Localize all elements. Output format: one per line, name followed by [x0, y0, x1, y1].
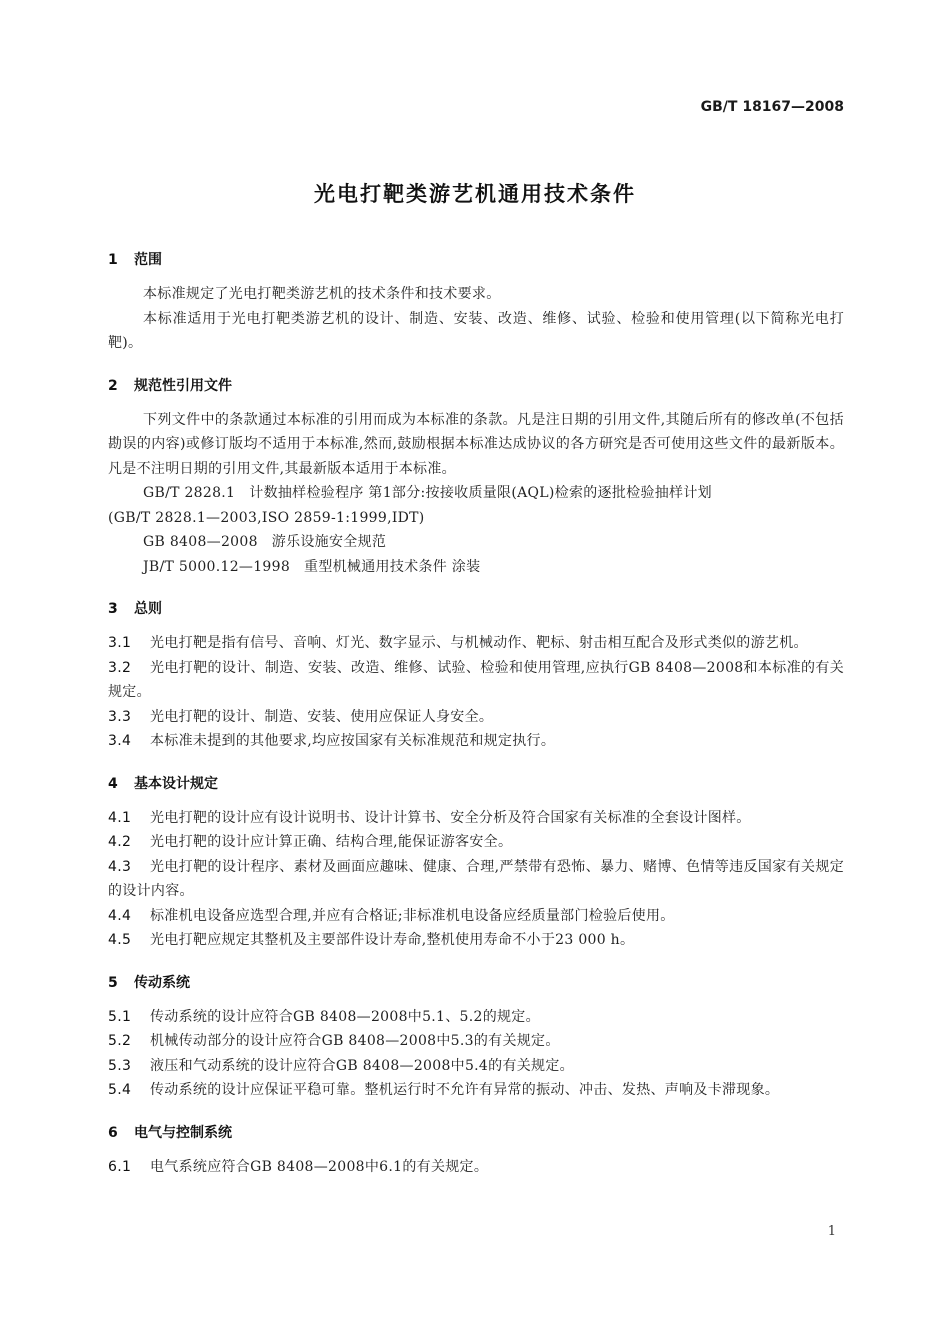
clause	[108, 928, 844, 953]
clause-text: 光电打靶的设计程序、素材及画面应趣味、健康、合理,严禁带有恐怖、暴力、赌博、色情等违反国家有关规定的设计内容。	[108, 858, 844, 899]
clause-text: 光电打靶应规定其整机及主要部件设计寿命,整机使用寿命不小于23 000 h。	[150, 932, 635, 948]
clause-number: 5.4	[108, 1082, 132, 1098]
clause-number: 5.1	[108, 1008, 132, 1025]
document-title: 光电打靶类游艺机通用技术条件	[314, 182, 636, 206]
clause	[108, 1078, 844, 1103]
clause	[108, 729, 844, 754]
clause	[108, 904, 844, 929]
section-heading-general	[108, 597, 844, 621]
clause-number: 4.1	[108, 809, 132, 826]
section-number: 5	[108, 974, 118, 991]
clause-text: 标准机电设备应选型合理,并应有合格证;非标准机电设备应经质量部门检验后使用。	[150, 907, 675, 924]
section-heading-electrical-control	[108, 1121, 844, 1145]
clause-number: 4.3	[108, 858, 132, 875]
clause-number: 5.2	[108, 1033, 132, 1049]
clause-text: 机械传动部分的设计应符合GB 8408—2008中5.3的有关规定。	[150, 1033, 560, 1049]
clause	[108, 1029, 844, 1054]
section-title: 总则	[134, 601, 162, 617]
section-title: 基本设计规定	[134, 775, 218, 792]
section-heading-scope	[108, 248, 844, 272]
reference-title: 重型机械通用技术条件 涂装	[304, 558, 481, 575]
section-heading-normative-references	[108, 374, 844, 398]
clause-number: 3.4	[108, 733, 132, 749]
clause-number: 6.1	[108, 1158, 132, 1175]
clause	[108, 855, 844, 904]
section-heading-transmission	[108, 971, 844, 995]
section-title: 传动系统	[134, 974, 190, 991]
reference-title: 计数抽样检验程序 第1部分:按接收质量限(AQL)检索的逐批检验抽样计划	[249, 485, 712, 501]
paragraph: 下列文件中的条款通过本标准的引用而成为本标准的条款。凡是注日期的引用文件,其随后所有的修改单(不包括勘误的内容)或修订版均不适用于本标准,然而,鼓励根据本标准达成协议的各方研究是否可使用这些文件的最新版本。凡是不注明日期的引用文件,其最新版本适用于本标准。	[108, 411, 844, 477]
clause-number: 4.4	[108, 907, 132, 924]
reference-item	[108, 481, 844, 506]
clause-text: 传动系统的设计应保证平稳可靠。整机运行时不允许有异常的振动、冲击、发热、声响及卡滞现象。	[150, 1082, 780, 1098]
clause-text: 本标准未提到的其他要求,均应按国家有关标准规范和规定执行。	[150, 733, 556, 749]
clause-number: 4.2	[108, 834, 132, 850]
section-number: 4	[108, 775, 118, 792]
page-number: 1	[827, 1224, 836, 1239]
clause	[108, 1054, 844, 1079]
clause	[108, 1155, 844, 1180]
clause-text: 光电打靶的设计应计算正确、结构合理,能保证游客安全。	[150, 834, 513, 850]
document-body	[108, 248, 844, 1179]
reference-code: JB/T 5000.12—1998	[143, 558, 291, 575]
section-title: 范围	[134, 252, 162, 268]
section-heading-basic-design	[108, 772, 844, 796]
reference-continuation: (GB/T 2828.1—2003,ISO 2859-1:1999,IDT)	[108, 509, 425, 526]
clause-text: 光电打靶的设计应有设计说明书、设计计算书、安全分析及符合国家有关标准的全套设计图样。	[150, 809, 751, 826]
section-title: 规范性引用文件	[134, 377, 232, 394]
clause-number: 3.3	[108, 708, 132, 725]
reference-item	[108, 530, 844, 555]
reference-code: GB 8408—2008	[143, 534, 258, 550]
clause-number: 5.3	[108, 1057, 132, 1074]
clause	[108, 656, 844, 705]
section-number: 1	[108, 252, 118, 268]
clause	[108, 830, 844, 855]
section-number: 6	[108, 1124, 118, 1141]
clause-text: 液压和气动系统的设计应符合GB 8408—2008中5.4的有关规定。	[150, 1057, 574, 1074]
section-number: 3	[108, 601, 118, 617]
reference-title: 游乐设施安全规范	[271, 534, 387, 550]
clause-text: 光电打靶是指有信号、音响、灯光、数字显示、与机械动作、靶标、射击相互配合及形式类似的游艺机。	[150, 635, 808, 651]
reference-item	[108, 555, 844, 580]
clause	[108, 631, 844, 656]
clause-text: 传动系统的设计应符合GB 8408—2008中5.1、5.2的规定。	[150, 1008, 540, 1025]
clause-number: 4.5	[108, 932, 132, 948]
clause	[108, 806, 844, 831]
clause	[108, 1005, 844, 1030]
reference-code: GB/T 2828.1	[143, 485, 236, 501]
paragraph: 本标准适用于光电打靶类游艺机的设计、制造、安装、改造、维修、试验、检验和使用管理(以下简称光电打靶)。	[108, 310, 844, 351]
clause-number: 3.1	[108, 635, 132, 651]
clause-number: 3.2	[108, 659, 132, 676]
clause-text: 光电打靶的设计、制造、安装、使用应保证人身安全。	[150, 708, 494, 725]
section-title: 电气与控制系统	[134, 1124, 232, 1141]
section-number: 2	[108, 377, 118, 394]
clause-text: 光电打靶的设计、制造、安装、改造、维修、试验、检验和使用管理,应执行GB 8408—2008和本标准的有关规定。	[108, 659, 844, 700]
clause-text: 电气系统应符合GB 8408—2008中6.1的有关规定。	[150, 1158, 489, 1175]
clause	[108, 705, 844, 730]
paragraph: 本标准规定了光电打靶类游艺机的技术条件和技术要求。	[143, 286, 501, 302]
standard-code: GB/T 18167—2008	[700, 99, 844, 115]
